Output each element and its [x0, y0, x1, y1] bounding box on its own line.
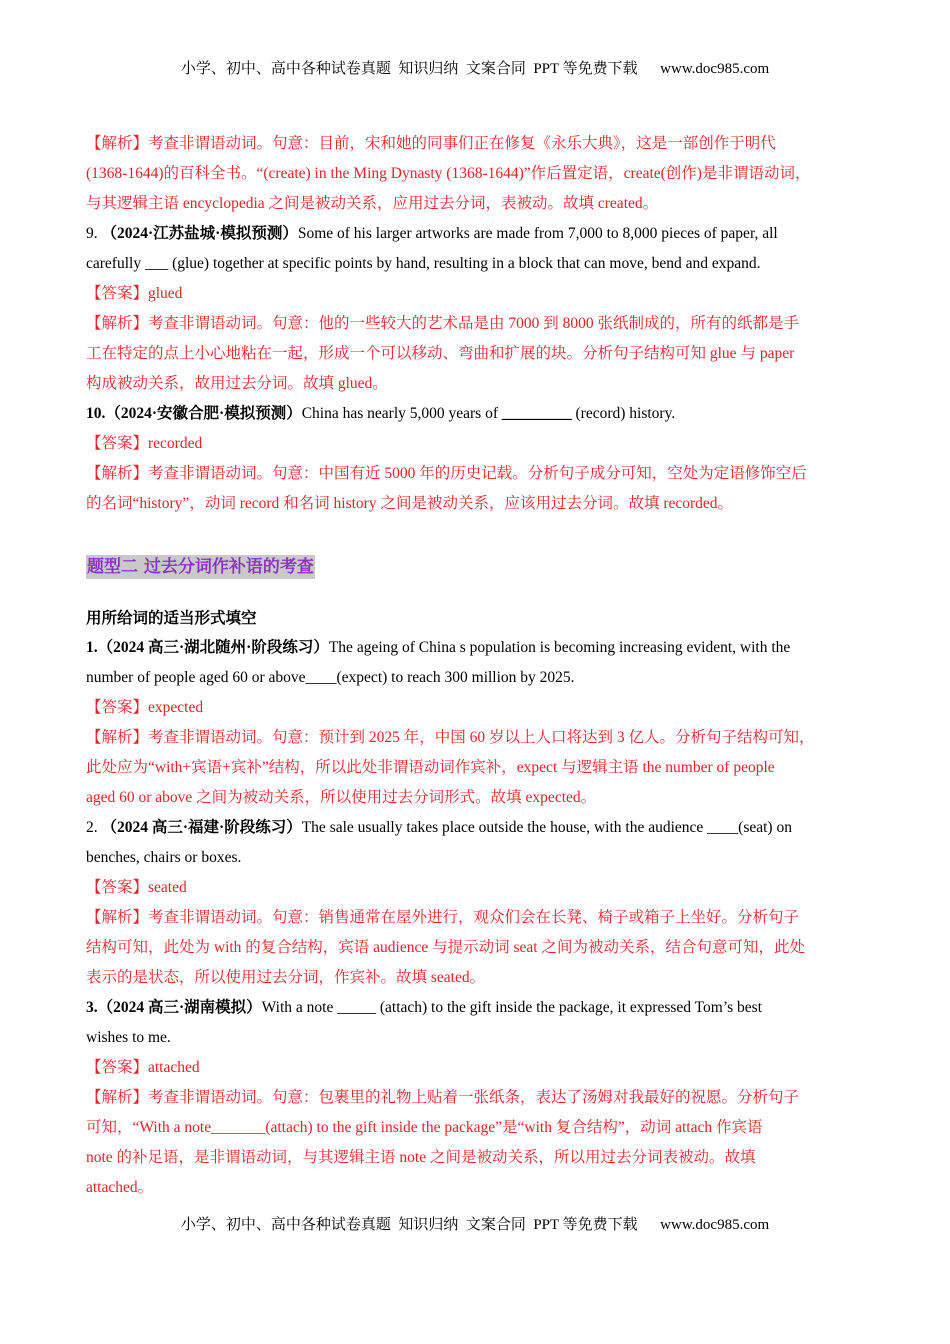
s2q2-text-1-pre: The sale usually takes place outside the house, with the audience — [301, 819, 708, 836]
q9-text-2-pre: carefully — [86, 255, 145, 272]
s2q3-analysis-line-3: note 的补足语，是非谓语动词，与其逻辑主语 note 之间是被动关系，所以用过去分词表被动。故填 — [86, 1149, 756, 1166]
s2q3-analysis-line-4: attached。 — [86, 1179, 154, 1196]
s2q2-text-1-post: (seat) on — [738, 819, 792, 836]
s2q2-blank: ____ — [707, 819, 739, 836]
q10-answer: 【答案】recorded — [86, 435, 203, 452]
s2q1-source: （2024 高三·湖北随州·阶段练习） — [97, 639, 329, 656]
s2q2-answer: 【答案】seated — [86, 879, 187, 896]
q9-source: （2024·江苏盐城·模拟预测） — [101, 225, 298, 242]
q9-analysis-line-1: 【解析】考查非谓语动词。句意：他的一些较大的艺术品是由 7000 到 8000 张纸制成的，所有的纸都是手 — [86, 315, 800, 332]
s2q2-analysis-line-1: 【解析】考查非谓语动词。句意：销售通常在屋外进行，观众们会在长凳、椅子或箱子上坐好。分析句子 — [86, 909, 800, 926]
q9-question-line-1 — [86, 219, 868, 249]
s2q3-question-line-1 — [86, 993, 868, 1023]
s2q2-analysis-line-2: 结构可知，此处为 with 的复合结构，宾语 audience 与提示动词 seat 之间为被动关系，结合句意可知，此处 — [86, 939, 805, 956]
page-footer: 小学、初中、高中各种试卷真题 知识归纳 文案合同 PPT 等免费下载 www.doc985.com — [180, 1217, 770, 1233]
q10-number: 10. — [86, 405, 106, 422]
s2q3-analysis-line-2: 可知，“With a note_______(attach) to the gift inside the package”是“with 复合结构”，动词 attach 作宾语 — [86, 1119, 763, 1136]
q8-analysis-line-2: (1368-1644)的百科全书。“(create) in the Ming Dynasty (1368-1644)”作后置定语，create(创作)是非谓语动词， — [86, 165, 811, 182]
q10-analysis-line-1: 【解析】考查非谓语动词。句意：中国有近 5000 年的历史记载。分析句子成分可知，空处为定语修饰空后 — [86, 465, 807, 482]
s2q1-number: 1. — [86, 639, 98, 656]
q9-text-1: Some of his larger artworks are made from 7,000 to 8,000 pieces of paper, all — [297, 225, 778, 242]
q10-text-post: (record) history. — [571, 405, 676, 422]
s2q1-question-line-2 — [86, 663, 868, 693]
s2q1-question-line-1 — [86, 633, 868, 663]
document-body — [86, 129, 868, 1203]
q9-number: 9. — [86, 225, 98, 242]
q10-analysis-line-2: 的名词“history”，动词 record 和名词 history 之间是被动关系，应该用过去分词。故填 recorded。 — [86, 495, 734, 512]
s2q2-question-line-2: benches, chairs or boxes. — [86, 849, 242, 866]
s2q2-analysis-line-3: 表示的是状态，所以使用过去分词，作宾补。故填 seated。 — [86, 969, 486, 986]
q9-question-line-2 — [86, 249, 868, 279]
page-header: 小学、初中、高中各种试卷真题 知识归纳 文案合同 PPT 等免费下载 www.doc985.com — [180, 61, 770, 77]
q10-question-line — [86, 399, 868, 429]
s2q3-text-1-post: (attach) to the gift inside the package, it expressed Tom’s best — [375, 999, 763, 1016]
q9-analysis-line-2: 工在特定的点上小心地粘在一起，形成一个可以移动、弯曲和扩展的块。分析句子结构可知 glue 与 paper — [86, 345, 795, 362]
section-2-title: 题型二 过去分词作补语的考查 — [87, 557, 314, 577]
s2q3-answer: 【答案】attached — [86, 1059, 200, 1076]
s2q2-number: 2. — [86, 819, 98, 836]
q9-blank: ___ — [144, 255, 169, 272]
s2q2-source: （2024 高三·福建·阶段练习） — [101, 819, 302, 836]
s2q3-blank: _____ — [337, 999, 376, 1016]
q8-analysis-line-3: 与其逻辑主语 encyclopedia 之间是被动关系，应用过去分词，表被动。故填 created。 — [86, 195, 659, 212]
s2q1-text-1: The ageing of China s population is becoming increasing evident, with the — [328, 639, 791, 656]
q9-text-2-post: (glue) together at specific points by hand, resulting in a block that can move, bend and expand. — [168, 255, 761, 272]
s2q1-text-2-pre: number of people aged 60 or above — [86, 669, 306, 686]
s2q3-question-line-2: wishes to me. — [86, 1029, 171, 1046]
s2q3-text-1-pre: With a note — [261, 999, 338, 1016]
q10-source: （2024·安徽合肥·模拟预测） — [105, 405, 302, 422]
s2q2-question-line-1 — [86, 813, 868, 843]
q10-text-pre: China has nearly 5,000 years of — [301, 405, 502, 422]
s2q3-number: 3. — [86, 999, 98, 1016]
section-2-instruction: 用所给词的适当形式填空 — [86, 610, 257, 627]
q8-analysis-line-1: 【解析】考查非谓语动词。句意：目前，宋和她的同事们正在修复《永乐大典》，这是一部创作于明代 — [86, 135, 776, 152]
s2q1-blank: ____ — [305, 669, 337, 686]
q9-analysis-line-3: 构成被动关系，故用过去分词。故填 glued。 — [86, 375, 388, 392]
s2q1-text-2-post: (expect) to reach 300 million by 2025. — [336, 669, 575, 686]
q9-answer: 【答案】glued — [86, 285, 183, 302]
s2q1-analysis-line-2: 此处应为“with+宾语+宾补”结构，所以此处非谓语动词作宾补，expect 与逻辑主语 the number of people — [86, 759, 775, 776]
section-2-heading-wrap — [86, 519, 868, 605]
s2q1-analysis-line-3: aged 60 or above 之间为被动关系，所以使用过去分词形式。故填 expected。 — [86, 789, 597, 806]
s2q1-answer: 【答案】expected — [86, 699, 204, 716]
s2q3-analysis-line-1: 【解析】考查非谓语动词。句意：包裹里的礼物上贴着一张纸条，表达了汤姆对我最好的祝愿。分析句子 — [86, 1089, 800, 1106]
s2q1-analysis-line-1: 【解析】考查非谓语动词。句意：预计到 2025 年，中国 60 岁以上人口将达到 3 亿人。分析句子结构可知， — [86, 729, 815, 746]
q10-blank: _________ — [501, 405, 572, 422]
s2q3-source: （2024 高三·湖南模拟） — [97, 999, 262, 1016]
